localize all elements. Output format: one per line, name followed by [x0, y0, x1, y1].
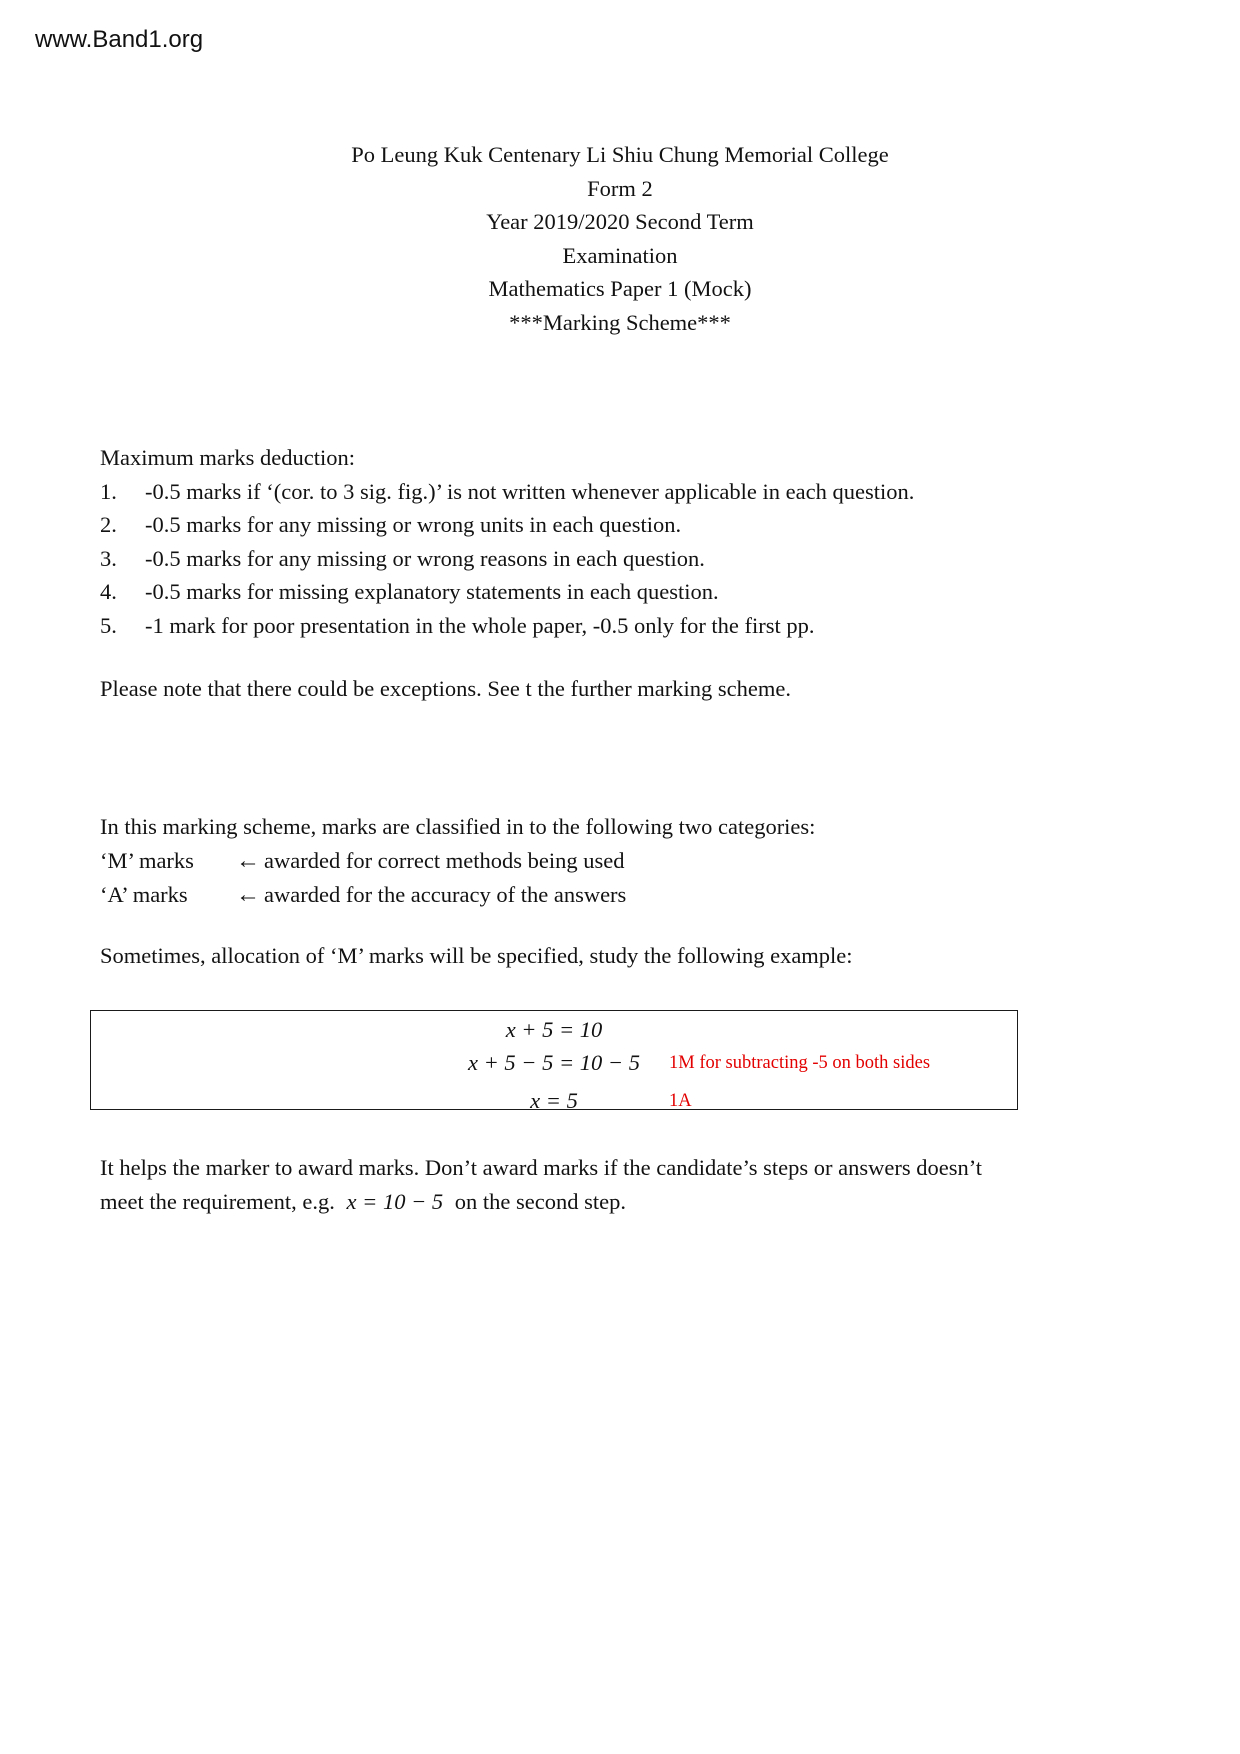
closing-line-1: It helps the marker to award marks. Don’t award marks if the candidate’s steps or answers doesn’t	[100, 1155, 983, 1180]
item-number: 2.	[100, 512, 117, 537]
math-expression: x + 5 = 10	[505, 1017, 603, 1042]
item-number: 3.	[100, 545, 117, 571]
item-text: -0.5 marks for any missing or wrong reasons in each question.	[145, 545, 705, 571]
marking-scheme-line: ***Marking Scheme***	[509, 309, 731, 335]
marking-note: 1M for subtracting -5 on both sides	[669, 1053, 931, 1073]
item-text: -0.5 marks for any missing or wrong units in each question.	[145, 512, 682, 537]
example-line	[91, 1017, 1017, 1050]
categories-section	[100, 810, 1100, 913]
title-block	[0, 138, 1240, 339]
deduction-title: Maximum marks deduction:	[100, 445, 355, 470]
category-label: ‘M’ marks	[100, 847, 194, 873]
marking-note: 1A	[669, 1091, 692, 1111]
inline-math-expression: x = 10 − 5	[346, 1188, 444, 1214]
list-item	[100, 575, 1100, 609]
year-term-line: Year 2019/2020 Second Term	[486, 209, 754, 234]
item-text: -0.5 marks for missing explanatory statements in each question.	[145, 579, 719, 604]
item-text: -0.5 marks if ‘(cor. to 3 sig. fig.)’ is not written whenever applicable in each question.	[145, 478, 915, 504]
math-expression: x = 5	[530, 1088, 578, 1113]
closing-line-2-post: on the second step.	[454, 1188, 626, 1214]
form-line: Form 2	[587, 175, 653, 201]
math-expression: x + 5 − 5 = 10 − 5	[468, 1050, 640, 1075]
deduction-section	[100, 441, 1100, 642]
category-desc: awarded for the accuracy of the answers	[264, 882, 627, 907]
site-watermark: www.Band1.org	[35, 26, 204, 53]
item-number: 4.	[100, 579, 117, 604]
school-name: Po Leung Kuk Centenary Li Shiu Chung Memorial College	[351, 142, 889, 167]
item-number: 5.	[100, 612, 117, 638]
list-item	[100, 475, 1100, 509]
example-box	[90, 1010, 1018, 1113]
list-item	[100, 508, 1100, 542]
example-line	[91, 1088, 1017, 1121]
left-arrow-icon: ←	[236, 882, 260, 908]
categories-intro: In this marking scheme, marks are classified in to the following two categories:	[100, 814, 816, 839]
item-number: 1.	[100, 478, 117, 504]
category-desc: awarded for correct methods being used	[264, 847, 625, 873]
closing-line-2-pre: meet the requirement, e.g.	[100, 1188, 335, 1214]
example-intro: Sometimes, allocation of ‘M’ marks will be specified, study the following example:	[100, 943, 853, 968]
category-row-m-marks	[100, 844, 1100, 879]
item-text: -1 mark for poor presentation in the whole paper, -0.5 only for the first pp.	[145, 612, 815, 638]
closing-line-2	[100, 1185, 1110, 1219]
category-label: ‘A’ marks	[100, 882, 188, 907]
category-row-a-marks	[100, 878, 1100, 913]
paper-line: Mathematics Paper 1 (Mock)	[488, 276, 752, 301]
list-item	[100, 609, 1100, 643]
example-line	[91, 1050, 1017, 1083]
examination-line: Examination	[562, 242, 678, 268]
closing-paragraph	[100, 1151, 1110, 1218]
exceptions-note: Please note that there could be exceptions. See t the further marking scheme.	[100, 676, 792, 701]
list-item	[100, 542, 1100, 576]
left-arrow-icon: ←	[236, 847, 260, 874]
